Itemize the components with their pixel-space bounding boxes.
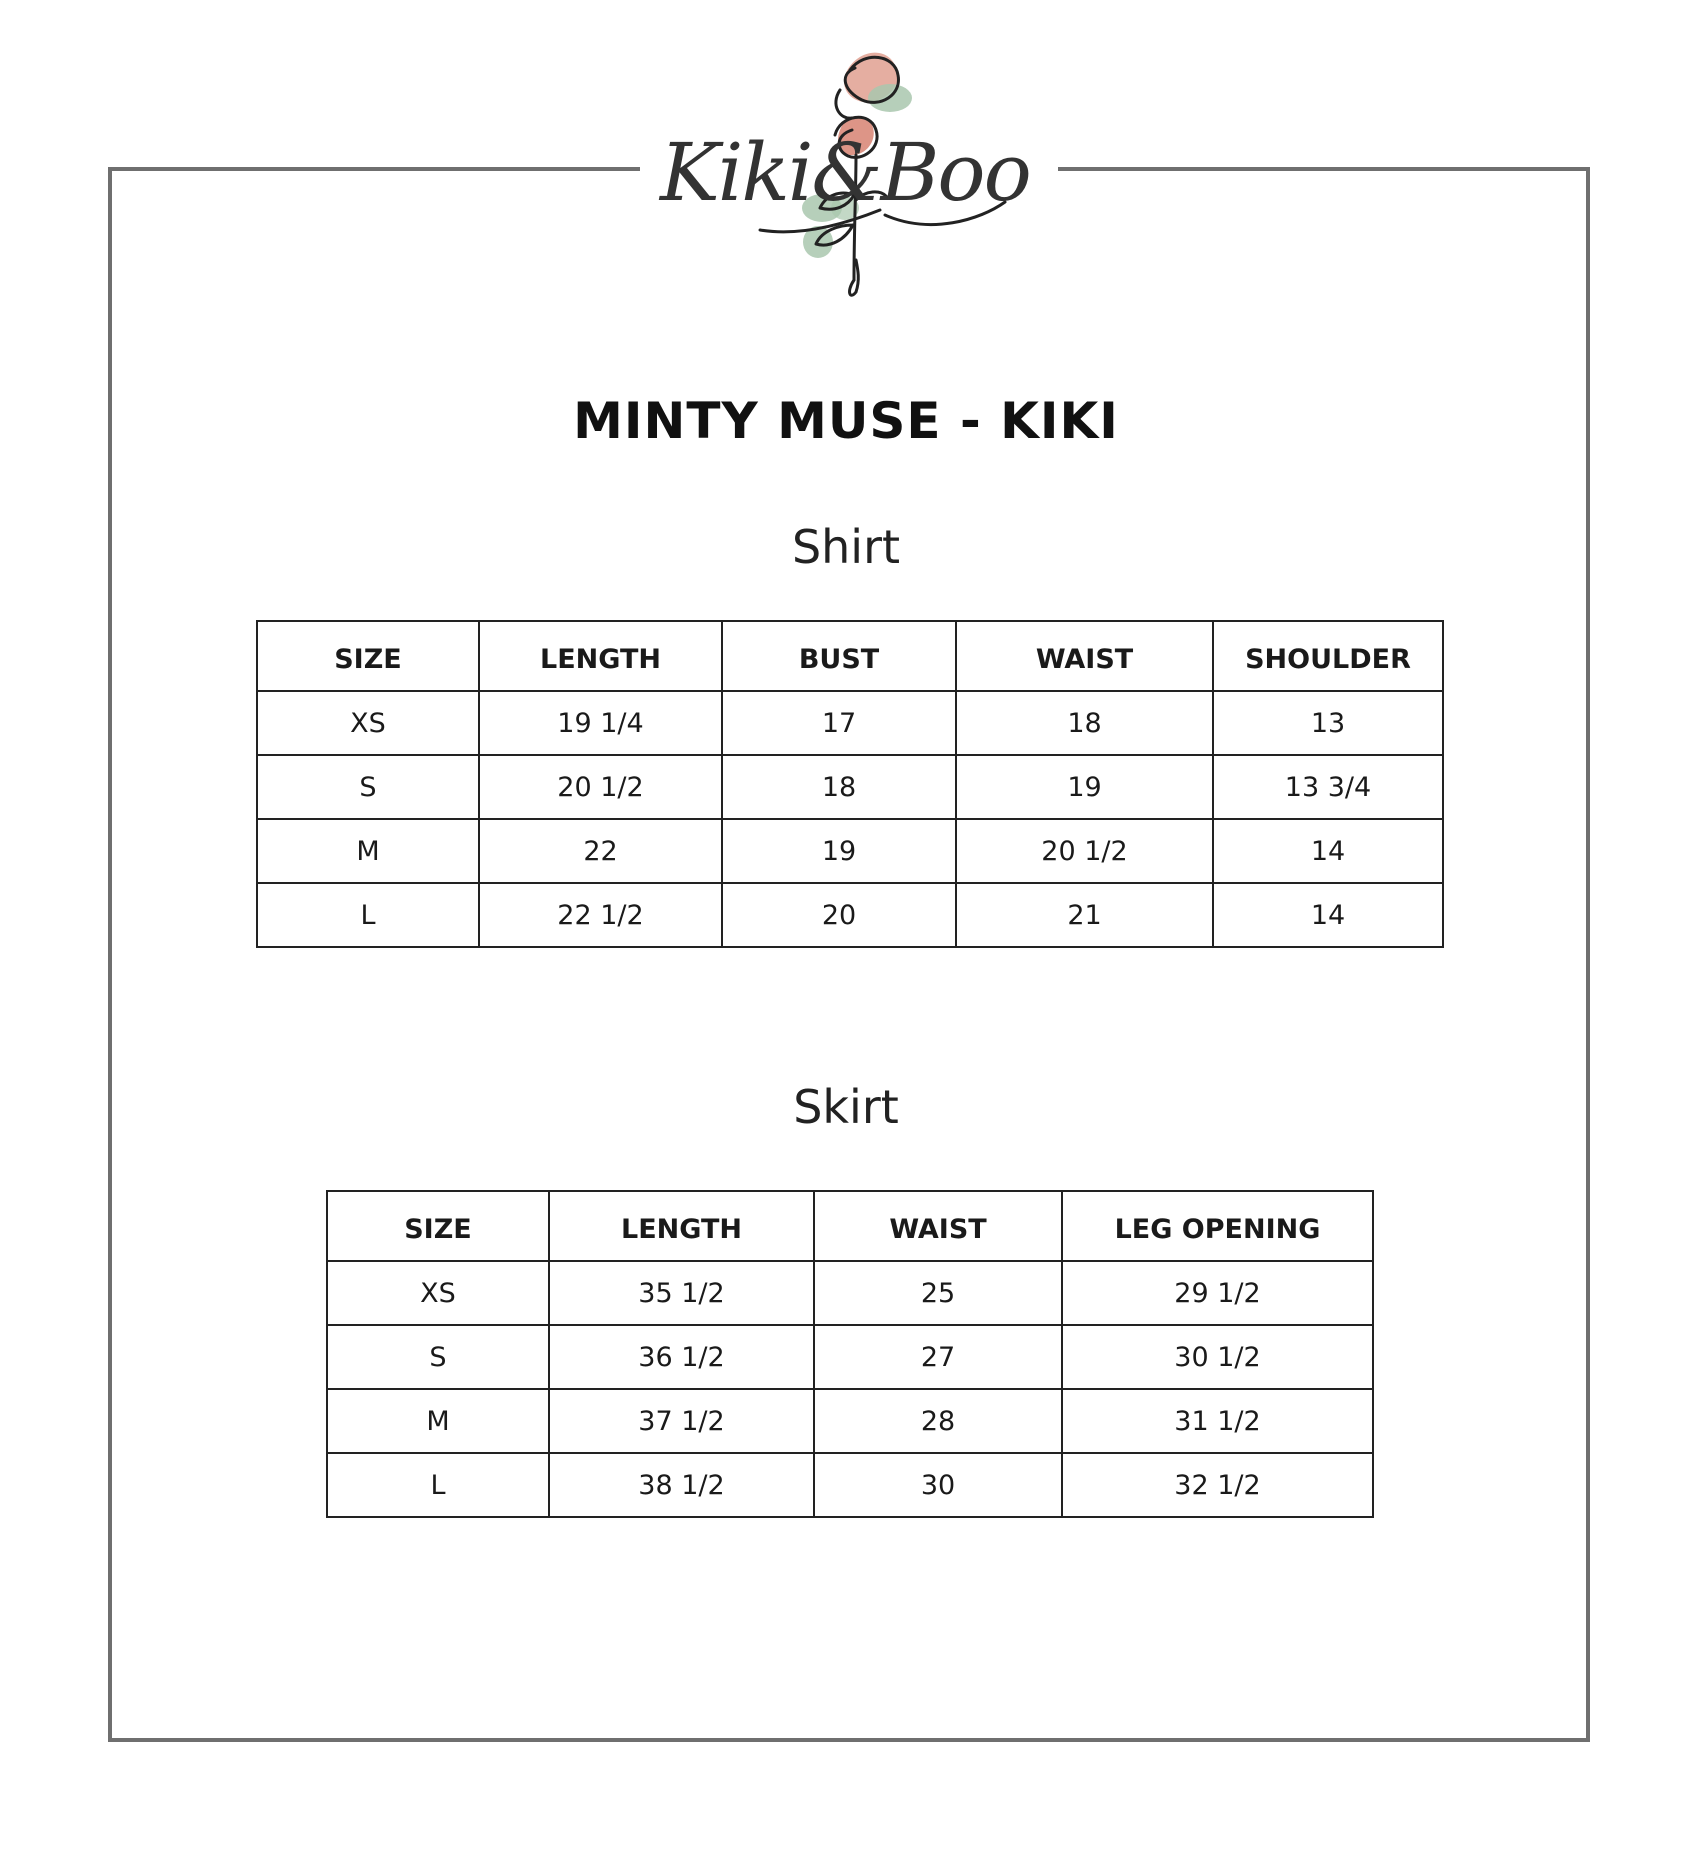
table-cell: 36 1/2 <box>549 1325 814 1389</box>
table-cell: 29 1/2 <box>1062 1261 1373 1325</box>
table-cell: 21 <box>956 883 1213 947</box>
table-cell: XS <box>327 1261 549 1325</box>
table-cell: M <box>327 1389 549 1453</box>
table-cell: 27 <box>814 1325 1062 1389</box>
skirt-size-table <box>326 1190 1374 1518</box>
table-cell: 25 <box>814 1261 1062 1325</box>
column-header: LENGTH <box>479 621 722 691</box>
table-cell: 32 1/2 <box>1062 1453 1373 1517</box>
table-cell: 17 <box>722 691 956 755</box>
table-row <box>327 1389 1373 1453</box>
page-title: MINTY MUSE - KIKI <box>573 392 1119 450</box>
table-cell: 13 3/4 <box>1213 755 1443 819</box>
column-header: LEG OPENING <box>1062 1191 1373 1261</box>
table-cell: 20 1/2 <box>956 819 1213 883</box>
column-header: LENGTH <box>549 1191 814 1261</box>
table-cell: 22 <box>479 819 722 883</box>
table-cell: S <box>257 755 479 819</box>
skirt-heading: Skirt <box>793 1080 899 1134</box>
table-header-row <box>327 1191 1373 1261</box>
table-cell: S <box>327 1325 549 1389</box>
column-header: BUST <box>722 621 956 691</box>
table-row <box>327 1453 1373 1517</box>
table-row <box>257 755 1443 819</box>
table-cell: L <box>327 1453 549 1517</box>
table-cell: 20 1/2 <box>479 755 722 819</box>
table-cell: 19 <box>722 819 956 883</box>
table-cell: 18 <box>722 755 956 819</box>
table-cell: 20 <box>722 883 956 947</box>
table-cell: 35 1/2 <box>549 1261 814 1325</box>
table-row <box>257 819 1443 883</box>
table-cell: 30 <box>814 1453 1062 1517</box>
table-cell: 38 1/2 <box>549 1453 814 1517</box>
column-header: WAIST <box>814 1191 1062 1261</box>
table-cell: 22 1/2 <box>479 883 722 947</box>
table-cell: 28 <box>814 1389 1062 1453</box>
table-cell: 31 1/2 <box>1062 1389 1373 1453</box>
table-row <box>257 691 1443 755</box>
column-header: SHOULDER <box>1213 621 1443 691</box>
table-cell: 19 <box>956 755 1213 819</box>
table-cell: 18 <box>956 691 1213 755</box>
table-cell: 37 1/2 <box>549 1389 814 1453</box>
column-header: SIZE <box>327 1191 549 1261</box>
column-header: WAIST <box>956 621 1213 691</box>
table-cell: XS <box>257 691 479 755</box>
table-cell: L <box>257 883 479 947</box>
table-header-row <box>257 621 1443 691</box>
table-row <box>327 1325 1373 1389</box>
table-cell: 14 <box>1213 883 1443 947</box>
table-cell: 13 <box>1213 691 1443 755</box>
shirt-size-table <box>256 620 1444 948</box>
shirt-heading: Shirt <box>791 520 901 574</box>
column-header: SIZE <box>257 621 479 691</box>
logo-wordmark: Kiki&Boo <box>660 126 1030 219</box>
table-row <box>327 1261 1373 1325</box>
table-cell: 30 1/2 <box>1062 1325 1373 1389</box>
table-cell: M <box>257 819 479 883</box>
table-row <box>257 883 1443 947</box>
table-cell: 14 <box>1213 819 1443 883</box>
table-cell: 19 1/4 <box>479 691 722 755</box>
